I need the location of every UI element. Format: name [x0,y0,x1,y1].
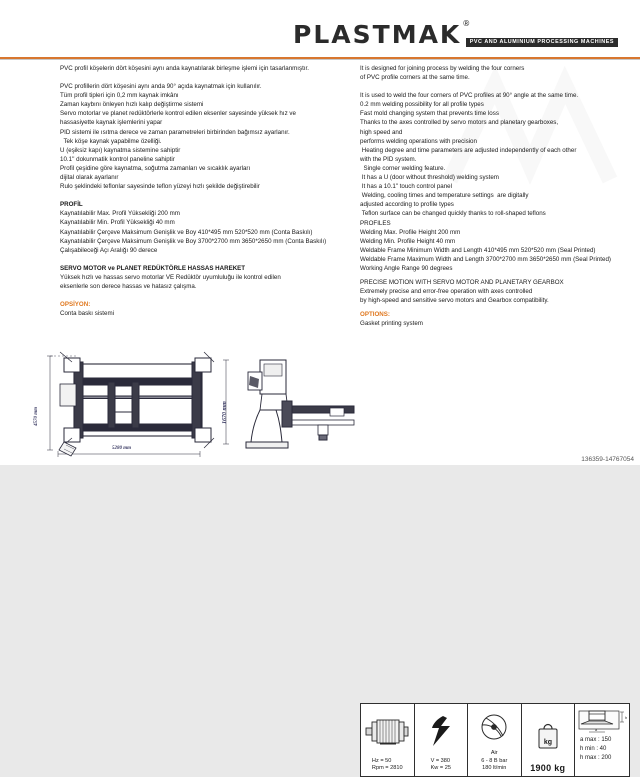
en-feature: high speed and [360,128,403,136]
en-intro: of PVC profile corners at the same time. [360,74,470,82]
en-servo-heading: PRECISE MOTION WITH SERVO MOTOR AND PLANETARY GEARBOX [360,279,564,287]
en-feature: Fast mold changing system that prevents time loss [360,110,499,118]
svg-text:h: h [625,715,628,720]
svg-text:kg: kg [543,738,552,746]
spec-a-max: a max : 150 [580,737,612,743]
spec-voltage: V = 380 [430,757,451,764]
weight-icon [522,704,575,765]
spec-power-kw: Kw = 25 [430,765,451,772]
tr-profile-spec: Kaynatılabilir Çerçeve Maksimum Genişlik ve Boy 410*495 mm 520*520 mm (Conta Baskılı) [60,228,313,236]
en-feature: It is used to weld the four corners of PVC profiles at 90° angle at the same time. [360,92,579,100]
front-height-dimension-label: 4570 mm [34,406,39,426]
tr-option-heading: OPSİYON: [60,301,91,309]
tr-feature: Profil çeşidine göre kaynatma, soğutma zamanları ve sıcaklık ayarları [60,164,251,172]
en-profile-spec: Welding Max. Profile Height 200 mm [360,228,461,236]
tr-feature: PID sistemi ile ısıtma derece ve zaman parametreleri birbirinden bağımsız ayarlanır. [60,128,290,136]
registered-trademark-icon: ® [462,19,471,28]
spec-motor-hz: Hz = 50 [371,757,392,764]
en-feature: Teflon surface can be changed quickly thanks to roll-shaped teflons [360,210,546,218]
tr-feature: Rulo şeklindeki teflonlar sayesinde teflon yüzeyi hızlı şekilde değiştirebilir [60,183,260,191]
bottom-panel [0,338,640,774]
side-height-dimension-label: 1670 mm [222,401,228,424]
en-feature: Welding, cooling times and temperature settings are digitally [360,192,529,200]
turkish-text-column [60,64,350,318]
tr-servo-heading: SERVO MOTOR ve PLANET REDÜKTÖRLE HASSAS HAREKET [60,264,246,272]
en-feature: It has a U (door without threshold) welding system [360,174,499,182]
footer-reference-id: 136359-14767054 [581,456,634,463]
spec-air-flow: 180 lt/min [482,765,507,772]
en-profile-spec: Weldable Frame Minimum Width and Length 410*495 mm 520*520 mm (Seal Printed) [360,246,596,254]
en-option-heading: OPTIONS: [360,311,390,319]
svg-text:a: a [594,727,598,732]
tr-profile-spec: Kaynatılabilir Çerçeve Maksimum Genişlik ve Boy 3700*2700 mm 3650*2650 mm (Conta Baskılı) [60,237,327,245]
profile-diagram-icon [575,708,629,734]
tr-feature: dijital olarak ayarlanır [60,174,119,182]
en-profile-heading: PROFILES [360,219,391,227]
en-option-text: Gasket printing system [360,320,423,328]
brand-logo [293,19,618,49]
en-feature: Thanks to the axes controlled by servo motors and planetary gearboxes, [360,119,559,127]
spec-air-pressure: 6 - 8 B bar [481,757,508,764]
en-feature: adjusted according to profile types [360,201,454,209]
motor-icon [361,704,414,758]
side-view-drawing [218,346,358,458]
spec-electricity-values [431,758,451,773]
tr-feature: Zaman kaybını önleyen hızlı kalıp değiştirme sistemi [60,101,204,109]
brand-name-text [293,19,471,49]
english-text-column [360,64,638,329]
tr-profile-spec: Kaynatılabilir Max. Profil Yüksekliği 200 mm [60,210,180,218]
brand-tagline: PVC AND ALUMINIUM PROCESSING MACHINES [466,38,618,47]
tr-feature: 10.1'' dokunmatik kontrol paneline sahiptir [60,155,175,163]
tr-profile-spec: Çalışabileceği Açı Aralığı 90 derece [60,246,158,254]
en-servo-text: Extremely precise and error-free operation with axes controlled [360,288,533,296]
brand-name-label: PLASTMAK [293,20,462,49]
en-intro: It is designed for joining process by welding the four corners [360,65,525,72]
air-icon [468,704,521,750]
en-servo-text: by high-speed and sensitive servo motors and Gearbox compatibility. [360,297,549,305]
tr-option-text: Conta baskı sistemi [60,310,114,318]
front-width-dimension-label: 5280 mm [112,446,132,451]
spec-cell-weight [522,704,576,776]
spec-cell-electricity [415,704,469,776]
tr-profile-heading: PROFİL [60,201,83,209]
spec-h-min: h min : 40 [580,746,607,752]
header-grey-rule [0,59,640,60]
en-feature: performs welding operations with precision [360,137,477,145]
en-feature: with the PID system. [360,155,417,163]
tr-feature: U (eşiksiz kapı) kaynatma sistemine sahiptir [60,146,181,154]
spec-profile-limit-values [575,736,629,763]
tr-servo-text: eksenlerle son derece hassas ve hatasız çalışma. [60,282,197,290]
spec-motor-values [372,758,403,773]
spec-motor-rpm: Rpm = 2810 [371,765,403,772]
tr-profile-spec: Kaynatılabilir Min. Profil Yüksekliği 40 mm [60,219,175,227]
spec-cell-profile-limits [575,704,629,776]
tr-feature: hassasiyette kaynak işlemlerini yapar [60,119,163,127]
en-profile-spec: Welding Min. Profile Height 40 mm [360,237,456,245]
spec-cell-motor [361,704,415,776]
spec-air-values [481,750,507,773]
en-feature: Single corner welding feature. [360,164,446,172]
tr-feature: PVC profillerin dört köşesini aynı anda 90° açıda kaynatmak için kullanılır. [60,83,262,91]
en-feature: It has a 10.1" touch control panel [360,183,452,191]
tr-feature: Servo motorlar ve planet redüktörlerle kontrol edilen eksenler sayesinde yüksek hız ve [60,110,296,118]
lightning-icon [415,704,468,758]
tr-servo-text: Yüksek hızlı ve hassas servo motorlar VE Redüktör uyumluluğu ile kontrol edilen [60,273,281,281]
tr-feature: Tüm profil tipleri için 0,2 mm kaynak imkânı [60,92,179,100]
en-feature: 0.2 mm welding possibility for all profile types [360,101,484,109]
page-header [0,0,640,58]
en-profile-spec: Working Angle Range 90 degrees [360,264,453,272]
specification-table [360,703,630,777]
tr-intro: PVC profil köşelerin dört köşesini aynı anda kaynatılarak birleşme işlemi için tasarlanmıştır. [60,65,309,72]
spec-weight-value: 1900 kg [530,763,566,774]
tr-feature: Tek köşe kaynak yapabilme özelliği. [60,137,162,145]
en-feature: Heating degree and time parameters are adjusted independently of each other [360,146,577,154]
spec-air-label: Air [490,750,498,757]
en-profile-spec: Weldable Frame Maximum Width and Length 3700*2700 mm 3650*2650 mm (Seal Printed) [360,255,611,263]
spec-h-max: h max : 200 [580,755,612,761]
spec-cell-air [468,704,522,776]
